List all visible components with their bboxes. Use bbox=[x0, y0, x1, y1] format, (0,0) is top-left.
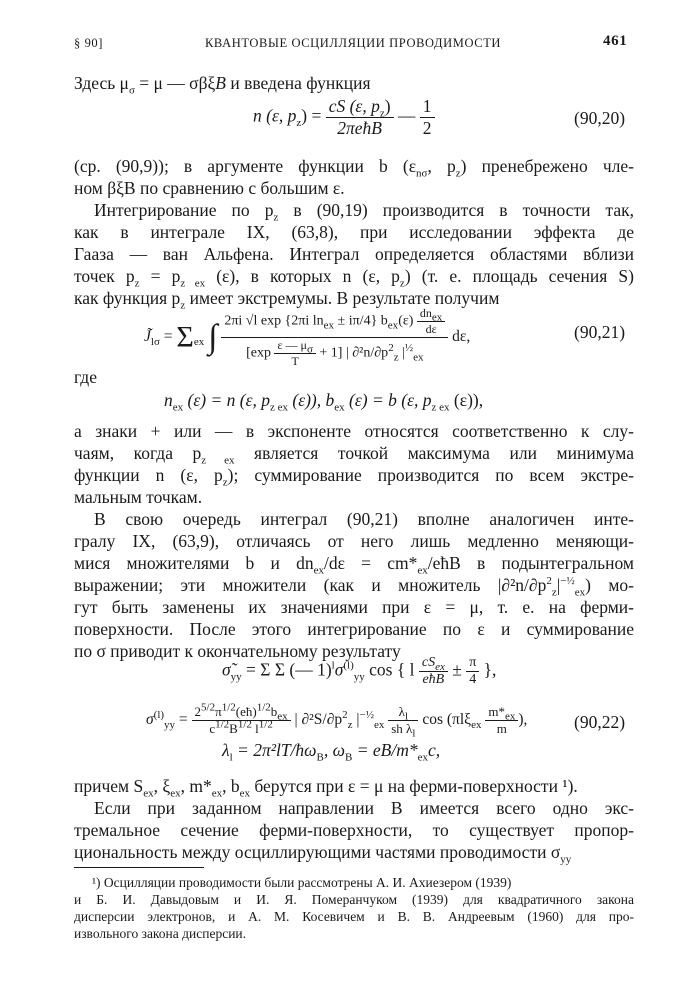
text-line: функции n (ε, $p_z$); суммирование производится по всем экстре- bbox=[74, 465, 634, 489]
text-line: мися множителями b и $dn_{ex}/d\varepsilon$ = $cm*_{ex}$/eħB в подынтегральном bbox=[74, 553, 635, 577]
text-line: (ср. (90,9)); в аргументе функции b ($\varepsilon_{n\sigma}$, $p_z$) пренебрежено чле- bbox=[74, 156, 634, 180]
text-line: где bbox=[74, 367, 97, 387]
text-line: ном βξB по сравнению с большим ε. bbox=[74, 178, 345, 198]
text-line: поверхности. После этого интегрирование по ε и суммирование bbox=[74, 619, 634, 639]
text-line: В свою очередь интеграл (90,21) вполне аналогичен инте- bbox=[94, 509, 634, 529]
equation-90-22-sigma: $\sigmã_{yy} = \Sigma$ Σ (— $1)^l\sigma^{(l)}_{yy}$ cos { l $\frac{cS_{ex}}{\text{eħB}}$ ± $\frac{\pi}{4}$ }, bbox=[222, 655, 497, 687]
text-line: точек $p_z = p_{z ex}$ (ε), в которых n (ε, $p_z$) (т. е. площадь сечения S) bbox=[74, 266, 634, 290]
equation-90-20: n (ε, $p_z$) = $\frac{cS (\varepsilon, p_z)}{\text{2πeħB}}$ — $\frac{1}{2}$ bbox=[253, 96, 435, 139]
text-line: мальным точкам. bbox=[74, 487, 203, 507]
footnote-line: дисперсии электронов, и А. М. Косевичем и В. В. Андреевым (1960) для про- bbox=[74, 909, 634, 924]
text-line: по σ приводит к окончательному результату bbox=[74, 641, 401, 661]
text-line: а знаки + или — в экспоненте относятся соответственно к слу- bbox=[74, 421, 634, 441]
text-line: Здесь $\mu_\sigma = \mu$ — σβξB и введена функция bbox=[74, 73, 371, 97]
text-line: чаям, когда $p_{z ex}$ является точкой максимума или минимума bbox=[74, 443, 634, 467]
footnote-line: и Б. И. Давыдовым и И. Я. Померанчуком (1939) для квадратичного закона bbox=[74, 892, 634, 907]
text-line: Если при заданном направлении B имеется всего одно экс- bbox=[94, 798, 634, 818]
equation-90-22-amplitude: $\sigma^{(l)}_{yy}$ = $\frac{2^{5/2}\pi^{1/2}(eħ)^{1/2}b_{ex}}{c^{1/2}B^{1/2} l^{1/2}}$ | $\partial^2S/\partial p^2_z$ $|^{-\frac{1}{2}}_{ex}$ $\frac{\lambda_l}{sh \lambda_l}$ cos (πlξ$_{ex}$ $\frac{m*_{ex}}{m}$ ), bbox=[146, 701, 528, 740]
equation-label: (90,22) bbox=[574, 712, 626, 732]
footnote-rule bbox=[74, 867, 204, 868]
section-marker: § 90] bbox=[74, 36, 104, 50]
text-line: тремальное сечение ферми-поверхности, то существует пропор- bbox=[74, 820, 634, 840]
text-line: Интегрирование по $p_z$ в (90,19) производится в точности так, bbox=[94, 200, 635, 224]
text-line: Гааза — ван Альфена. Интеграл определяется областями вблизи bbox=[74, 244, 634, 264]
page-number: 461 bbox=[603, 33, 628, 49]
text-line: циональность между осциллирующими частями проводимости $\sigma_{yy}$ bbox=[74, 842, 572, 866]
text-line: гралу IX, (63,9), отличаясь от него лишь медленно меняющи- bbox=[74, 531, 634, 551]
equation-nex: $n_{ex}$ (ε) = n (ε, $p_{z ex}$ (ε)), $b_{ex}$ (ε) = b (ε, $p_{z ex}$ (ε)), bbox=[164, 390, 484, 414]
footnote-line: ¹) Осцилляции проводимости были рассмотрены А. И. Ахиезером (1939) bbox=[92, 875, 512, 890]
equation-label: (90,20) bbox=[574, 108, 626, 128]
text-line: как в интеграле IX, (63,8), при исследовании эффекта де bbox=[74, 222, 634, 242]
footnote-line: извольного закона дисперсии. bbox=[74, 926, 247, 941]
equation-90-21: $J̃_{l\sigma} = \Sigma_{ex}$ ∫ 2πi √l exp {2πi $\ln_{ex} \pm i\pi/4$} $b_{ex}(\varepsilon)$ $\frac{dn_{ex}}{d\varepsilon}$ [exp $\frac{\varepsilon — \mu_\sigma}{T}$ + 1] | $\partial^2n/\partial p^2_z$ $|^{\frac{1}{2}}_{ex}$ dε, bbox=[144, 306, 471, 368]
equation-90-22-lambda: $\lambda_l$ = $2\pi^2lT/ħ\omega_B$, $\omega_B = eB/m*_{ex}c$, bbox=[222, 740, 441, 764]
running-title: КВАНТОВЫЕ ОСЦИЛЛЯЦИИ ПРОВОДИМОСТИ bbox=[205, 36, 502, 50]
text-line: причем $S_{ex}$, $\xi_{ex}$, $m*_{ex}$, $b_{ex}$ берутся при ε = μ на ферми-поверхности ¹). bbox=[74, 776, 578, 800]
text-line: как функция $p_z$ имеет экстремумы. В результате получим bbox=[74, 288, 500, 312]
text-line: гут быть заменены их значениями при ε = μ, т. е. на ферми- bbox=[74, 597, 634, 617]
equation-label: (90,21) bbox=[574, 322, 626, 342]
text-line: выражении; эти множители (как и множитель $|\partial^2n/\partial p^2_z|^{-\frac{1}{2}}_{ex}$) мо- bbox=[74, 575, 634, 599]
